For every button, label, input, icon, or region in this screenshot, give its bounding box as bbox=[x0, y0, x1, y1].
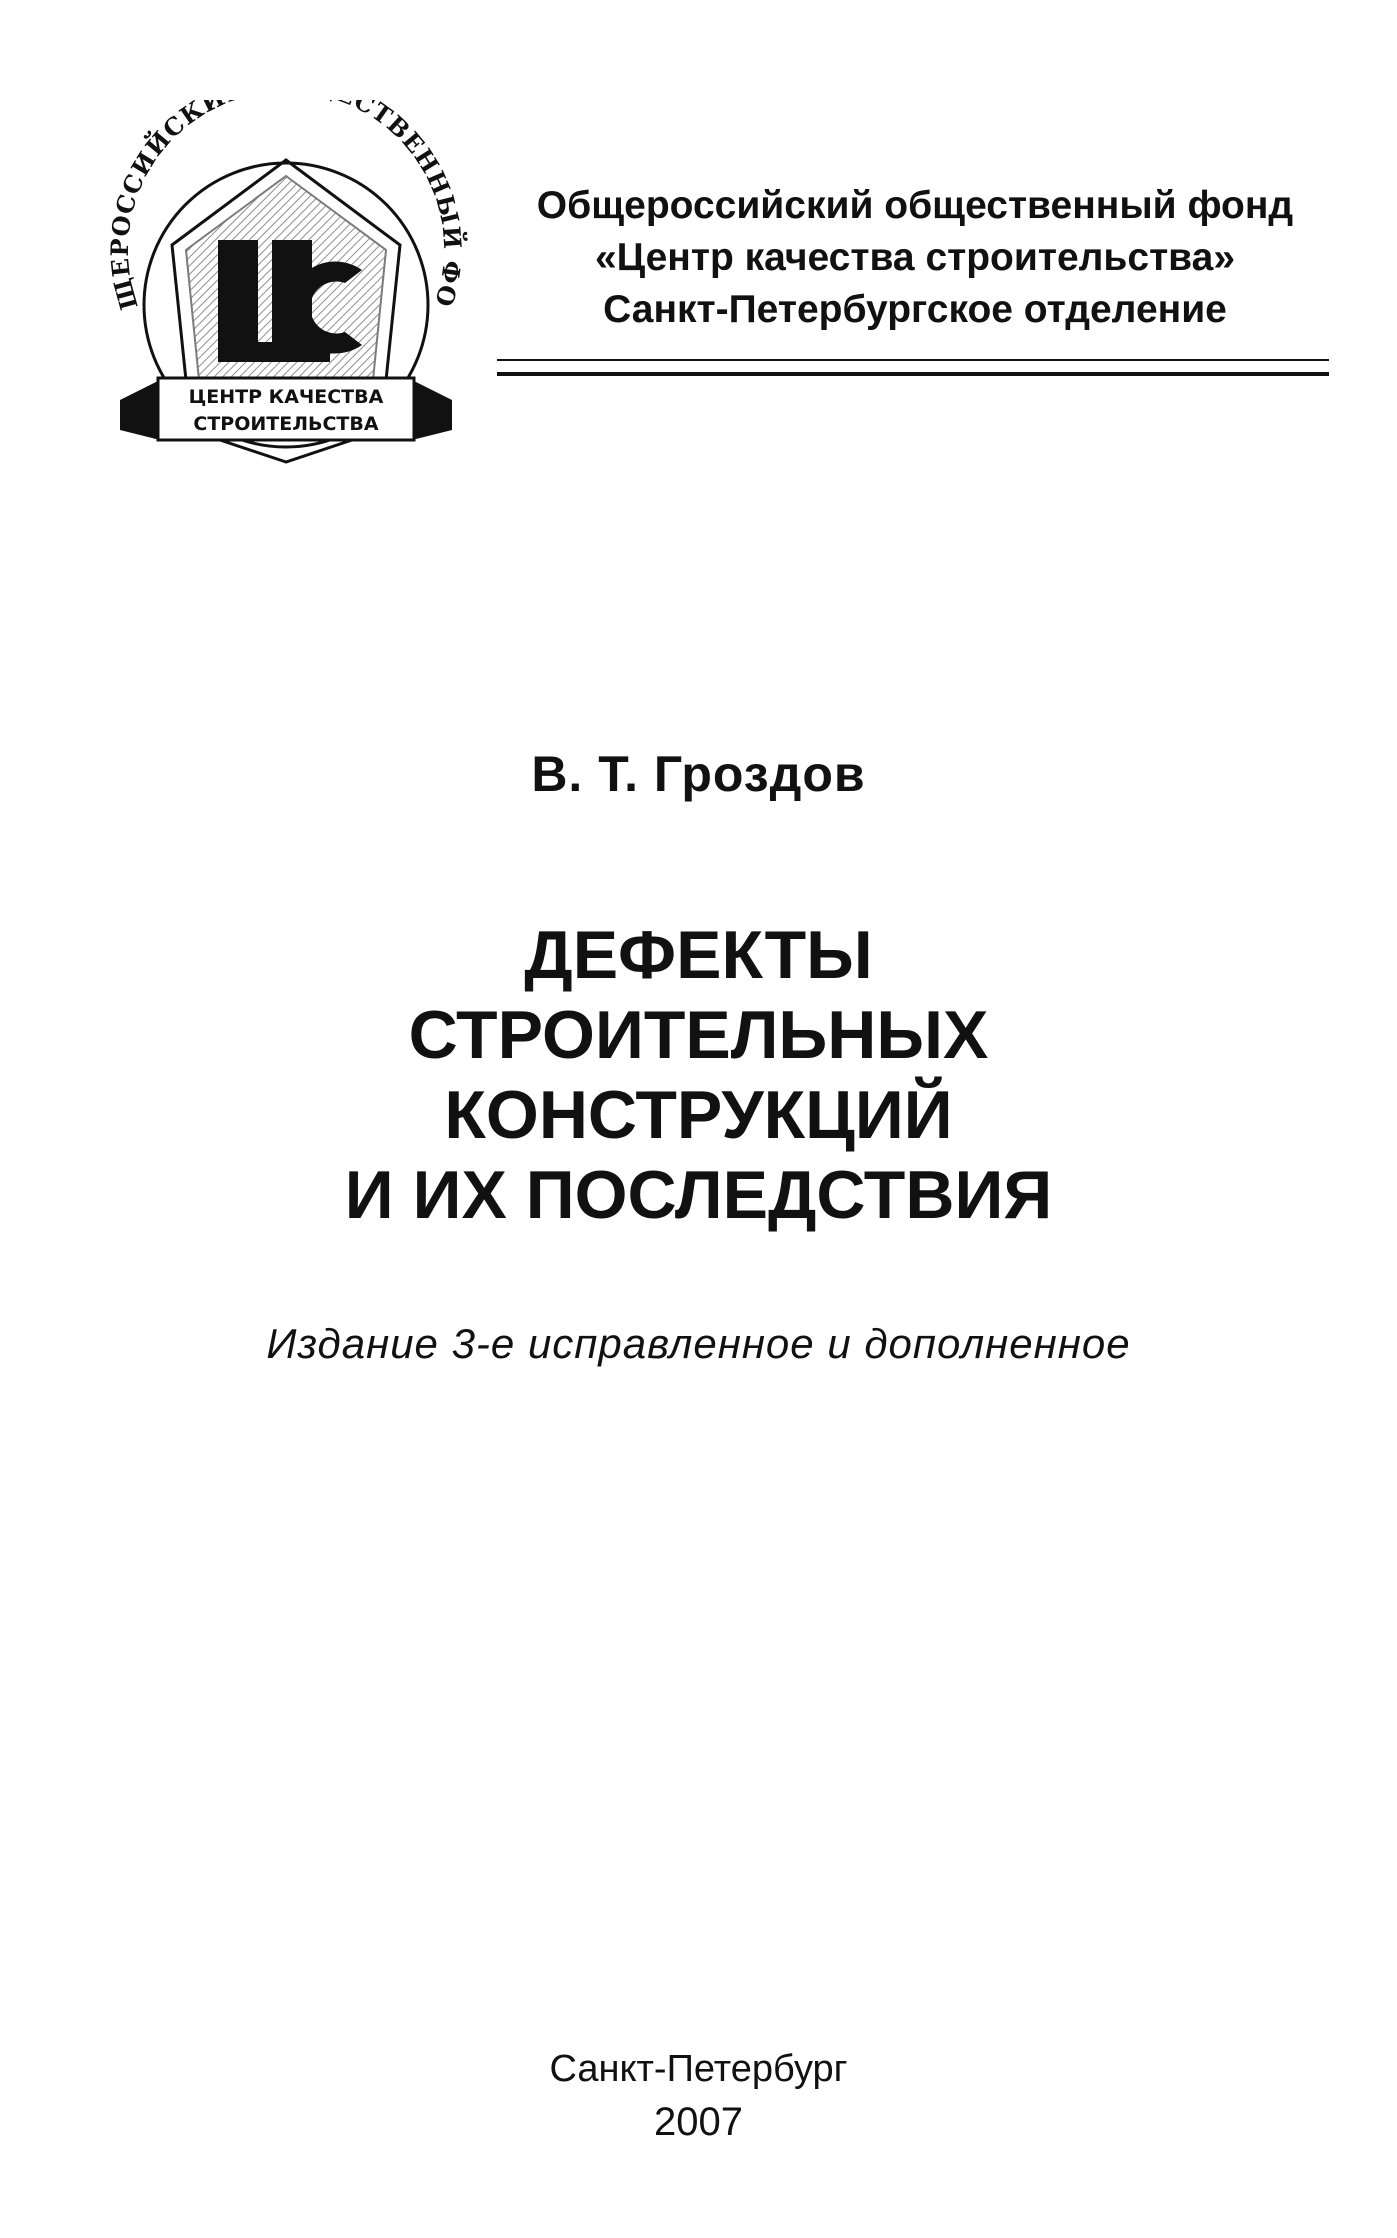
title-line4: И ИХ ПОСЛЕДСТВИЯ bbox=[344, 1157, 1053, 1233]
book-title bbox=[0, 915, 1397, 1235]
imprint-year: 2007 bbox=[654, 2100, 743, 2144]
author-name: В. Т. Гроздов bbox=[531, 746, 866, 802]
logo-banner-line1: ЦЕНТР КАЧЕСТВА bbox=[188, 386, 384, 408]
publisher-logo bbox=[100, 100, 500, 470]
header-rule-thick bbox=[497, 372, 1329, 376]
publisher-line2: «Центр качества строительства» bbox=[594, 236, 1236, 279]
logo-ring-text: ЩЕРОССИЙСК СТВЕННЫЙ ФО bbox=[104, 100, 468, 313]
imprint-city: Санкт-Петербург bbox=[549, 2048, 848, 2090]
logo-emblem bbox=[100, 100, 500, 470]
edition-note: Издание 3-е исправленное и дополненное bbox=[266, 1320, 1131, 1367]
header-rule-thin bbox=[497, 359, 1329, 361]
title-line1: ДЕФЕКТЫ bbox=[524, 917, 873, 993]
title-line3: КОНСТРУКЦИЙ bbox=[444, 1077, 953, 1153]
publisher-line1: Общероссийский общественный фонд bbox=[536, 184, 1294, 227]
logo-banner-line2: СТРОИТЕЛЬСТВА bbox=[193, 413, 379, 435]
publisher-heading bbox=[495, 180, 1335, 336]
title-line2: СТРОИТЕЛЬНЫХ bbox=[408, 997, 989, 1073]
publisher-line3: Санкт-Петербургское отделение bbox=[603, 288, 1227, 331]
